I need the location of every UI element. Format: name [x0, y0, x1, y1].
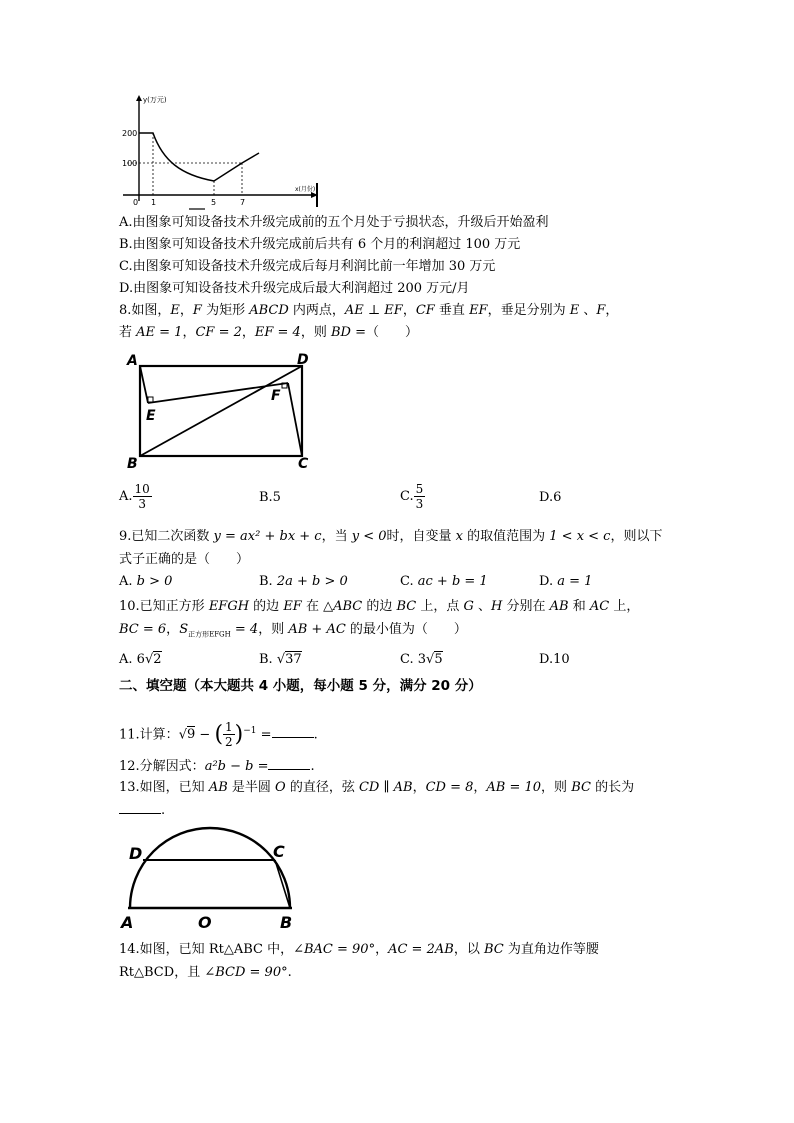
q14-stem-line2: Rt△BCD，且 ∠BCD = 90°.: [119, 965, 292, 980]
q9-stem-line1: 9.已知二次函数 y = ax² + bx + c，当 y < 0时，自变量 x 的取值范围为 1 < x < c，则以下: [119, 529, 663, 544]
q8-option-b: B.5: [259, 490, 281, 505]
label-a: A: [127, 353, 138, 369]
q7-option-b: B.由图象可知设备技术升级完成前后共有 6 个月的利润超过 100 万元: [119, 237, 521, 252]
label-a: A: [121, 913, 134, 932]
x-tick-1: 1: [151, 198, 157, 207]
label-f: F: [271, 388, 281, 404]
q12-answer-blank[interactable]: [268, 757, 310, 770]
origin-label: 0: [133, 198, 139, 207]
q10-option-c: C. 3√5: [400, 652, 443, 667]
label-b: B: [280, 913, 293, 932]
q14-stem-line1: 14.如图，已知 Rt△ABC 中，∠BAC = 90°，AC = 2AB，以 BC 为直角边作等腰: [119, 942, 599, 957]
q8-option-a: A. $\frac{10}{3}$: [119, 482, 150, 511]
x-tick-5: 5: [211, 198, 217, 207]
label-d: D: [129, 844, 143, 863]
q8-option-c: C. $\frac{5}{3}$: [400, 482, 424, 511]
section-heading-fill-in: 二、填空题（本大题共 4 小题，每小题 5 分，满分 20 分）: [119, 678, 482, 694]
q13-stem-line1: 13.如图，已知 AB 是半圆 O 的直径，弦 CD ∥ AB，CD = 8，AB = 10，则 BC 的长为: [119, 780, 635, 795]
label-e: E: [146, 408, 156, 424]
q10-option-b: B. √37: [259, 652, 302, 667]
semicircle-figure: [118, 820, 308, 932]
q13-answer-blank[interactable]: [119, 801, 161, 814]
y-tick-100: 100: [122, 159, 138, 168]
q13-stem-line2: .: [119, 801, 165, 820]
q9-option-c: C. ac + b = 1: [400, 574, 488, 589]
rectangle-figure: [124, 350, 324, 475]
q11-stem: 11.计算：√9 − ( $\frac{1}{2}$ )$^{-1}$ = .: [119, 720, 318, 750]
x-axis-label: x(月份): [295, 186, 316, 193]
y-axis-label: y(万元): [143, 96, 167, 104]
q8-stem-line2: 若 AE = 1，CF = 2，EF = 4，则 BD =（ ）: [119, 325, 418, 340]
y-tick-200: 200: [122, 129, 138, 138]
q9-stem-line2: 式子正确的是（ ）: [119, 552, 250, 567]
q10-option-d: D.10: [539, 652, 570, 667]
q9-option-d: D. a = 1: [539, 574, 593, 589]
profit-graph: [119, 93, 324, 211]
label-c: C: [298, 456, 309, 472]
q9-option-b: B. 2a + b > 0: [259, 574, 348, 589]
q7-option-c: C.由图象可知设备技术升级完成后每月利润比前一年增加 30 万元: [119, 259, 496, 274]
q8-stem-line1: 8.如图，E，F 为矩形 ABCD 内两点，AE ⊥ EF，CF 垂直 EF，垂足分别为 E 、F，: [119, 303, 619, 318]
q8-option-d: D.6: [539, 490, 562, 505]
q12-stem: 12.分解因式：a²b − b = .: [119, 759, 315, 774]
label-d: D: [297, 352, 309, 368]
q7-option-a: A.由图象可知设备技术升级完成前的五个月处于亏损状态，升级后开始盈利: [119, 215, 549, 230]
label-c: C: [273, 842, 285, 861]
q10-stem-line1: 10.已知正方形 EFGH 的边 EF 在 △ABC 的边 BC 上，点 G 、H 分别在 AB 和 AC 上，: [119, 599, 640, 614]
label-b: B: [127, 456, 138, 472]
q10-stem-line2: BC = 6，$S_{正方形EFGH} = 4$，则 AB + AC 的最小值为（ ）: [119, 622, 467, 639]
x-tick-7: 7: [240, 198, 246, 207]
label-o: O: [198, 913, 212, 932]
q9-option-a: A. b > 0: [119, 574, 173, 589]
q7-option-d: D.由图象可知设备技术升级完成后最大利润超过 200 万元/月: [119, 281, 470, 296]
q11-answer-blank[interactable]: [272, 725, 314, 738]
q10-option-a: A. 6√2: [119, 652, 162, 667]
profit-curve: [139, 133, 259, 181]
